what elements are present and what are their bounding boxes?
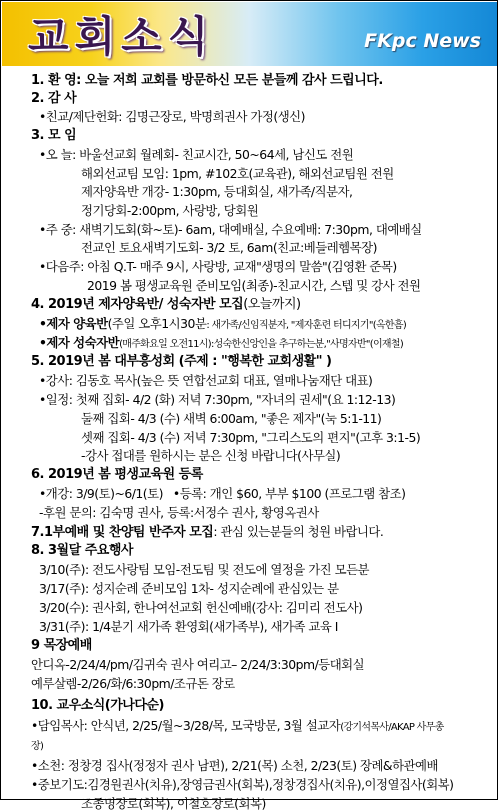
event-item: 3/10(주): 전도사랑팀 모임-전도팀 및 전도에 열정을 가진 모든분 xyxy=(39,562,370,577)
heading-cell-worship: 9 목장예배 xyxy=(31,638,92,653)
revival-speaker: •강사: 김동호 목사(높은 뜻 연합선교회 대표, 열매나눔재단 대표) xyxy=(39,373,373,388)
heading-meetings: 3. 모 임 xyxy=(31,128,77,143)
meeting-today: •오 늘: 바울선교회 월례회- 친교시간, 50~64세, 남신도 전원 xyxy=(39,147,354,162)
revival-note: -강사 접대를 원하시는 분은 신청 바랍니다(사무실) xyxy=(81,448,341,463)
revival-schedule-line: 둘째 집회- 4/3 (수) 새벽 6:00am, "좋은 제자"(눅 5:1-11) xyxy=(81,411,382,426)
discipleship-class: •제자 양육반(주일 오후1시30분: 새가족/신임직분자, "제자훈련 터디지기"(옥한흠) xyxy=(39,316,407,331)
meeting-today-line: 제자양육반 개강- 1:30pm, 등대회실, 새가족/직분자, xyxy=(81,184,353,199)
news-prayer: •중보기도:김경원권사(치유),장영금권사(회복),정창경집사(치유),이정열집사(회복) xyxy=(31,777,454,792)
news-funeral: •소천: 정창경 집사(정정자 권사 남편), 2/21(목) 소천, 2/23(토) 장례&하관예배 xyxy=(31,758,438,773)
bulletin-title: 교회소식 xyxy=(28,12,215,61)
news-pastor-cont: 장) xyxy=(31,741,44,752)
header-banner xyxy=(2,2,497,66)
heading-events: 8. 3월달 주요행사 xyxy=(31,543,133,558)
heading-accompanist: 7.1부예배 및 찬양팀 반주자 모집: 관심 있는분들의 청원 바랍니다. xyxy=(31,524,384,540)
cell-worship-item: 안디옥-2/24/4/pm/김귀숙 권사 여리고– 2/24/3:30pm/등대회실 xyxy=(31,657,365,672)
meeting-today-line: 해외선교팀 모임: 1pm, #102호(교육관), 해외선교팀원 전원 xyxy=(81,166,394,181)
meeting-weekday-line: 전교인 토요새벽기도회- 3/2 토, 6am(친교:베들레헴목장) xyxy=(81,240,377,255)
education-contact: -후원 문의: 김숙명 권사, 등록:서정수 권사, 황영옥권사 xyxy=(39,505,319,520)
heading-thanks: 2. 감 사 xyxy=(31,91,77,106)
brand-logo: FKpc News xyxy=(364,30,481,52)
event-item: 3/20(수): 권사회, 한나여선교회 헌신예배(강사: 김미리 전도사) xyxy=(39,600,363,615)
item-welcome: 1. 환 영: 오늘 저희 교회를 방문하신 모든 분들께 감사 드립니다. xyxy=(31,73,383,88)
maturity-class: •제자 성숙자반(매주화요일 오전11시):성숙한신앙인을 추구하는분,"사명자반"(이재철) xyxy=(39,335,404,350)
thanks-detail: •친교/제단헌화: 김명근장로, 박명희권사 가정(생신) xyxy=(39,109,305,124)
heading-education: 6. 2019년 봄 평생교육원 등록 xyxy=(31,467,203,482)
education-schedule: •개강: 3/9(토)~6/1(토) •등록: 개인 $60, 부부 $100 (프로그램 참조) xyxy=(39,486,406,501)
meeting-weekday: •주 중: 새벽기도회(화~토)- 6am, 대예배실, 수요예배: 7:30pm, 대예배실 xyxy=(39,222,422,237)
event-item: 3/17(주): 성지순례 준비모임 1차- 성지순례에 관심있는 분 xyxy=(39,581,339,596)
news-prayer-cont: 조종명장로(회복), 이철호장로(회복) xyxy=(81,796,266,811)
meeting-nextweek: •다음주: 아침 Q.T- 매주 9시, 사랑방, 교재"생명의 말씀"(김영환 준목) xyxy=(39,259,397,274)
heading-discipleship: 4. 2019년 제자양육반/ 성숙자반 모집(오늘까지) xyxy=(31,297,301,312)
heading-revival: 5. 2019년 봄 대부흥성회 (주제 : "행복한 교회생활" ) xyxy=(31,354,332,369)
revival-schedule-line: 셋째 집회- 4/3 (수) 저녁 7:30pm, "그리스도의 편지"(고후 3:1-5) xyxy=(81,430,421,445)
heading-member-news: 10. 교우소식(가나다순) xyxy=(31,698,164,713)
revival-schedule: •일정: 첫째 집회- 4/2 (화) 저녁 7:30pm, "자녀의 권세"(요 1:12-13) xyxy=(39,392,396,407)
news-pastor: •담임목사: 안식년, 2/25/월~3/28/목, 모국방문, 3월 설교자(강기석목사/AKAP 사무총 xyxy=(31,718,444,733)
cell-worship-item: 예루살렘-2/26/화/6:30pm/조규돈 장로 xyxy=(31,676,235,691)
meeting-nextweek-line: 2019 봄 평생교육원 준비모임(최종)-친교시간, 스텝 및 강사 전원 xyxy=(87,278,421,293)
meeting-today-line: 정기당회-2:00pm, 사랑방, 당회원 xyxy=(81,203,259,218)
event-item: 3/31(주): 1/4분기 새가족 환영회(새가족부), 새가족 교육 I xyxy=(39,619,338,634)
